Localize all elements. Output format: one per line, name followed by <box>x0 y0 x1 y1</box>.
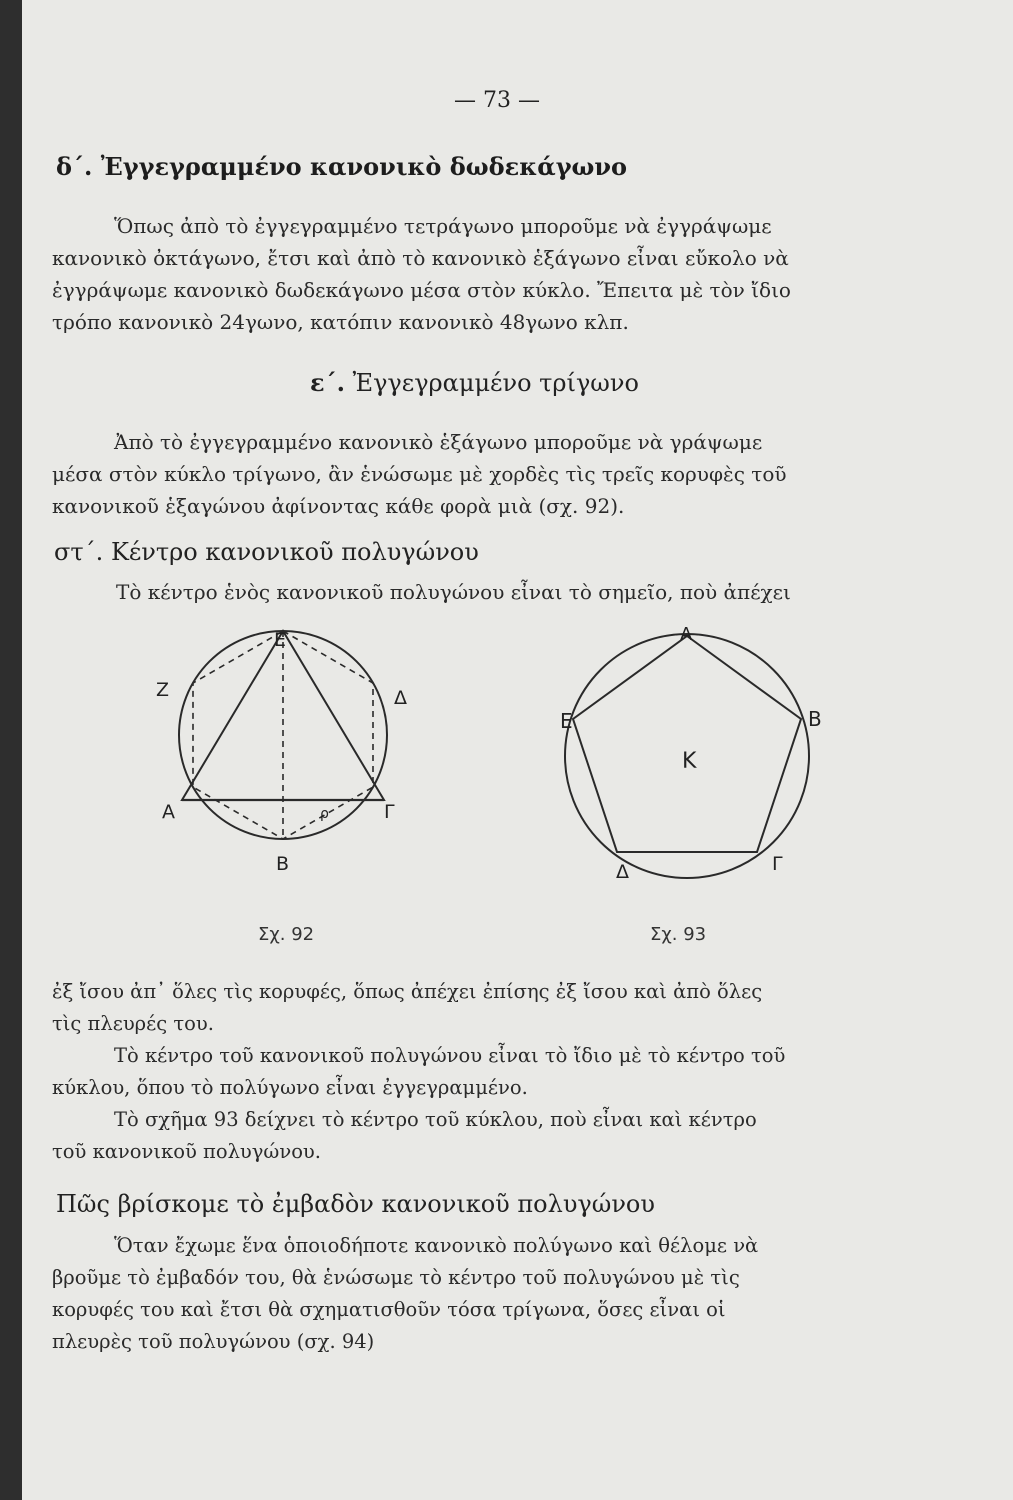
section-heading-st <box>54 538 479 566</box>
figure-92 <box>152 618 452 878</box>
text-line: ἐξ ἴσου ἀπ᾿ ὅλες τὶς κορυφές, ὅπως ἀπέχει ἐπίσης ἐξ ἴσου καὶ ἀπὸ ὅλες <box>52 980 763 1003</box>
fig93-label-center: Κ <box>682 749 697 774</box>
area-section-heading: Πῶς βρίσκομε τὸ ἐμβαδὸν κανονικοῦ πολυγώνου <box>56 1190 655 1218</box>
fig93-label-left: Ε <box>560 709 573 733</box>
fig92-label-bottom: Β <box>276 853 290 875</box>
page-number: — 73 — <box>454 88 540 113</box>
section-marker: ε΄. <box>310 368 345 397</box>
paragraph-delta <box>52 210 791 338</box>
figure-92-caption: Σχ. 92 <box>258 924 315 945</box>
paragraph-continuation <box>52 976 785 1168</box>
fig92-label-upper-left: Ζ <box>156 679 170 701</box>
fig92-label-upper-right: Δ <box>394 687 407 709</box>
text-line: ἐγγράψωμε κανονικὸ δωδεκάγωνο μέσα στὸν κύκλο. Ἔπειτα μὲ τὸν ἴδιο <box>52 278 791 302</box>
text-line: κανονικοῦ ἑξαγώνου ἀφίνοντας κάθε φορὰ μιὰ (σχ. 92). <box>52 494 625 518</box>
text-line: Τὸ σχῆμα 93 δείχνει τὸ κέντρο τοῦ κύκλου, ποὺ εἶναι καὶ κέντρο <box>114 1108 757 1131</box>
fig93-label-lower-left: Δ <box>616 861 629 883</box>
fig92-label-lower-left: Α <box>162 801 175 823</box>
paragraph-st <box>52 576 791 608</box>
section-marker: δ΄. <box>56 152 93 181</box>
section-title: Κέντρο κανονικοῦ πολυγώνου <box>110 538 479 566</box>
text-line: Τὸ κέντρο τοῦ κανονικοῦ πολυγώνου εἶναι τὸ ἴδιο μὲ τὸ κέντρο τοῦ <box>114 1044 786 1067</box>
fig92-label-lower-right: Γ <box>384 801 395 823</box>
text-line: μέσα στὸν κύκλο τρίγωνο, ἂν ἑνώσωμε μὲ χορδὲς τὶς τρεῖς κορυφὲς τοῦ <box>52 462 787 486</box>
text-line: κύκλου, ὅπου τὸ πολύγωνο εἶναι ἐγγεγραμμένο. <box>52 1076 528 1099</box>
text-line: τοῦ κανονικοῦ πολυγώνου. <box>52 1140 321 1163</box>
fig93-label-top: Α <box>680 624 693 645</box>
book-page <box>22 0 1013 1500</box>
text-line: κορυφές του καὶ ἔτσι θὰ σχηματισθοῦν τόσα τρίγωνα, ὅσες εἶναι οἱ <box>52 1298 726 1321</box>
figure-93-caption: Σχ. 93 <box>650 924 707 945</box>
text-line: Ὅπως ἀπὸ τὸ ἐγγεγραμμένο τετράγωνο μποροῦμε νὰ ἐγγράψωμε <box>114 214 772 238</box>
paragraph-epsilon <box>52 426 787 522</box>
paragraph-area <box>52 1230 758 1358</box>
text-line: τὶς πλευρές του. <box>52 1012 214 1035</box>
section-heading-epsilon <box>310 368 639 397</box>
section-marker: στ΄. <box>54 538 104 566</box>
fig93-label-right: Β <box>808 707 822 731</box>
text-line: Ἀπὸ τὸ ἐγγεγραμμένο κανονικὸ ἑξάγωνο μποροῦμε νὰ γράψωμε <box>114 430 763 454</box>
fig92-label-top: Ε <box>274 629 287 651</box>
text-line: πλευρὲς τοῦ πολυγώνου (σχ. 94) <box>52 1330 375 1353</box>
text-line: Ὅταν ἔχωμε ἕνα ὁποιοδήποτε κανονικὸ πολύγωνο καὶ θέλομε νὰ <box>114 1234 759 1257</box>
text-line: βροῦμε τὸ ἐμβαδόν του, θὰ ἑνώσωμε τὸ κέντρο τοῦ πολυγώνου μὲ τὶς <box>52 1266 740 1289</box>
section-title: Ἐγγεγραμμένο τρίγωνο <box>352 369 639 397</box>
fig92-label-inner: ρ <box>320 806 329 822</box>
fig93-label-lower-right: Γ <box>772 853 783 875</box>
text-line: τρόπο κανονικὸ 24γωνο, κατόπιν κανονικὸ 48γωνο κλπ. <box>52 310 629 334</box>
fig93-pentagon <box>573 636 801 852</box>
text-line: κανονικὸ ὀκτάγωνο, ἔτσι καὶ ἀπὸ τὸ κανονικὸ ἑξάγωνο εἶναι εὔκολο νὰ <box>52 246 789 270</box>
text-line: Τὸ κέντρο ἑνὸς κανονικοῦ πολυγώνου εἶναι τὸ σημεῖο, ποὺ ἀπέχει <box>116 580 791 604</box>
section-heading-delta <box>56 152 627 181</box>
figure-93 <box>542 618 852 888</box>
section-title: Ἐγγεγραμμένο κανονικὸ δωδεκάγωνο <box>100 152 628 181</box>
